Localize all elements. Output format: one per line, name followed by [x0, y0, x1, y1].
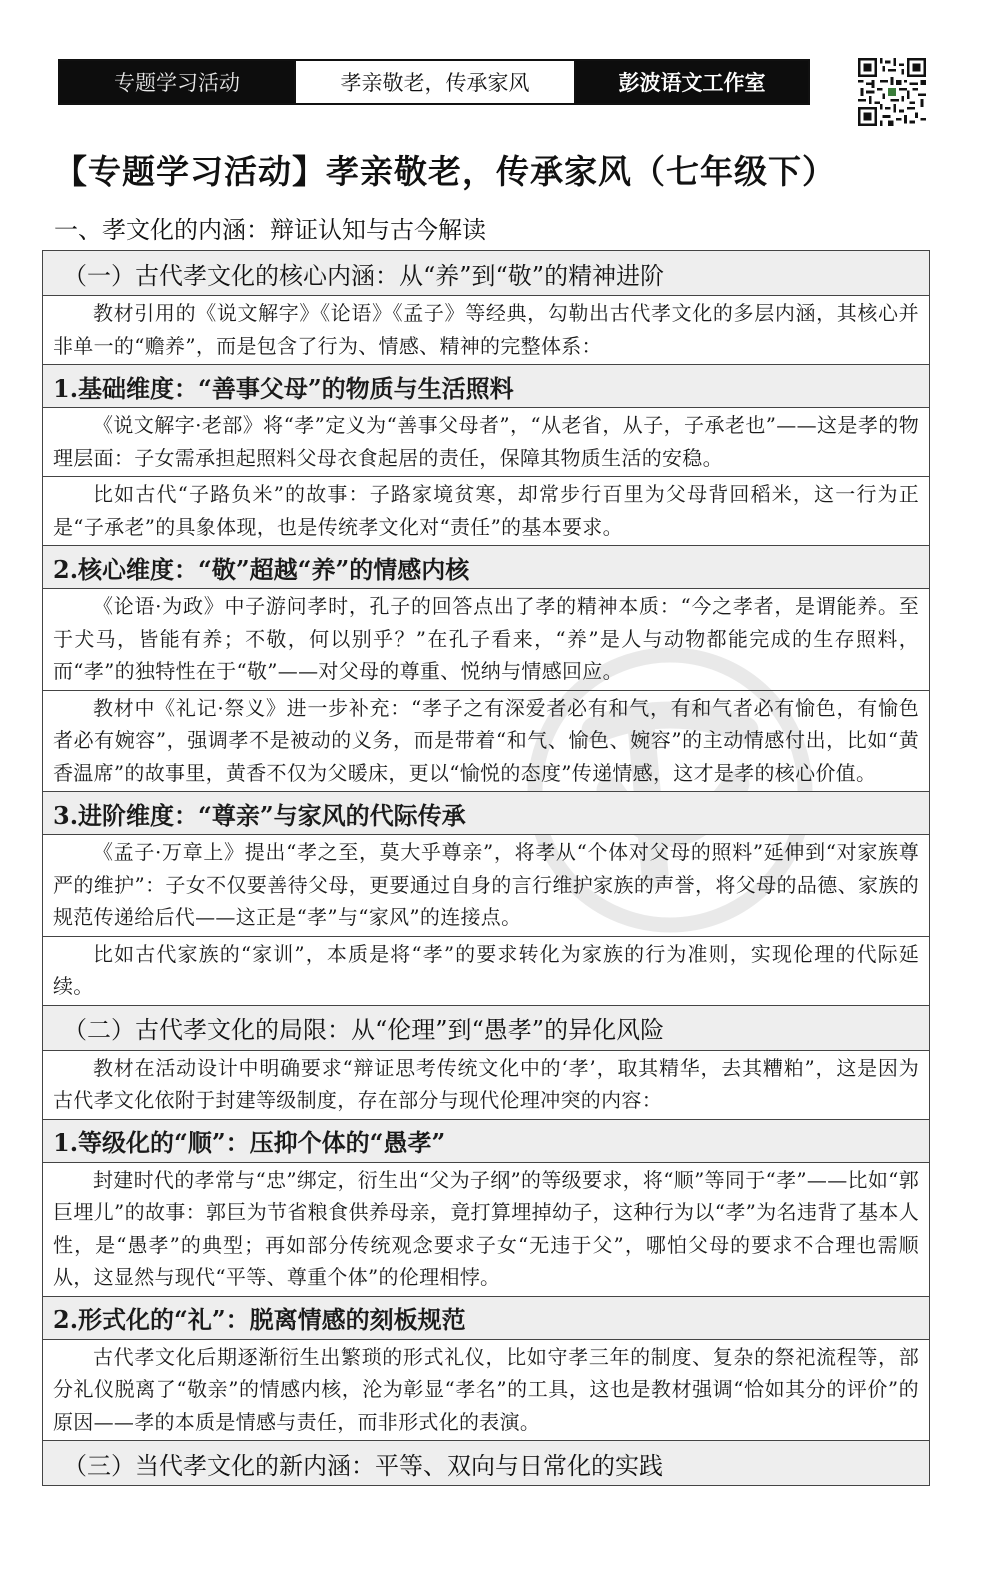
subheading-basic-dimension: 1.基础维度：“善事父母”的物质与生活照料: [43, 365, 929, 408]
paragraph-jiaxun: 比如古代家族的“家训”，本质是将“孝”的要求转化为家族的行为准则，实现伦理的代际延续。: [43, 937, 929, 1006]
header-left-label: 专题学习活动: [60, 61, 294, 103]
page-title: 【专题学习活动】孝亲敬老，传承家风（七年级下）: [54, 152, 836, 191]
paragraph-liji: 教材中《礼记·祭义》进一步补充：“孝子之有深爱者必有和气，有和气者必有愉色，有愉色者必有婉容”，强调孝不是被动的义务，而是带着“和气、愉色、婉容”的主动情感付出，比如“黄香温席”的故事里，黄香不仅为父暖床，更以“愉悦的态度”传递情感，这才是孝的核心价值。: [43, 691, 929, 793]
section-heading: 一、孝文化的内涵：辩证认知与古今解读: [54, 216, 486, 244]
qr-code-icon: [858, 58, 926, 126]
part-heading-1: （一）古代孝文化的核心内涵：从“养”到“敬”的精神进阶: [43, 251, 929, 296]
paragraph-rituals: 古代孝文化后期逐渐衍生出繁琐的形式礼仪，比如守孝三年的制度、复杂的祭祀流程等，部分礼仪脱离了“敬亲”的情感内核，沦为彰显“孝名”的工具，这也是教材强调“恰如其分的评价”的原因——孝的本质是情感与责任，而非形式化的表演。: [43, 1340, 929, 1442]
paragraph-guoju: 封建时代的孝常与“忠”绑定，衍生出“父为子纲”的等级要求，将“顺”等同于“孝”——比如“郭巨埋儿”的故事：郭巨为节省粮食供养母亲，竟打算埋掉幼子，这种行为以“孝”为名违背了基本人性，是“愚孝”的典型；再如部分传统观念要求子女“无违于父”，哪怕父母的要求不合理也需顺从，这显然与现代“平等、尊重个体”的伦理相悖。: [43, 1163, 929, 1297]
paragraph-lunyu: 《论语·为政》中子游问孝时，孔子的回答点出了孝的精神本质：“今之孝者，是谓能养。至于犬马，皆能有养；不敬，何以别乎？”在孔子看来，“养”是人与动物都能完成的生存照料，而“孝”的独特性在于“敬”——对父母的尊重、悦纳与情感回应。: [43, 589, 929, 691]
paragraph-zilu: 比如古代“子路负米”的故事：子路家境贫寒，却常步行百里为父母背回稻米，这一行为正是“子承老”的具象体现，也是传统孝文化对“责任”的基本要求。: [43, 477, 929, 546]
paragraph-mengzi: 《孟子·万章上》提出“孝之至，莫大乎尊亲”，将孝从“个体对父母的照料”延伸到“对家族尊严的维护”：子女不仅要善待父母，更要通过自身的言行维护家族的声誉，将父母的品德、家族的规范传递给后代——这正是“孝”与“家风”的连接点。: [43, 835, 929, 937]
paragraph-intro-2: 教材在活动设计中明确要求“辩证思考传统文化中的‘孝’，取其精华，去其糟粕”，这是因为古代孝文化依附于封建等级制度，存在部分与现代伦理冲突的内容：: [43, 1051, 929, 1120]
part-heading-2: （二）古代孝文化的局限：从“伦理”到“愚孝”的异化风险: [43, 1006, 929, 1051]
header-bar: [58, 59, 810, 105]
header-middle-label: 孝亲敬老，传承家风: [294, 61, 576, 103]
subheading-formalism: 2.形式化的“礼”：脱离情感的刻板规范: [43, 1297, 929, 1340]
subheading-hierarchy: 1.等级化的“顺”：压抑个体的“愚孝”: [43, 1120, 929, 1163]
subheading-advanced-dimension: 3.进阶维度：“尊亲”与家风的代际传承: [43, 792, 929, 835]
content-table: [42, 250, 930, 1486]
part-heading-3: （三）当代孝文化的新内涵：平等、双向与日常化的实践: [43, 1441, 929, 1486]
subheading-core-dimension: 2.核心维度：“敬”超越“养”的情感内核: [43, 546, 929, 589]
paragraph-intro-1: 教材引用的《说文解字》《论语》《孟子》等经典，勾勒出古代孝文化的多层内涵，其核心并非单一的“赡养”，而是包含了行为、情感、精神的完整体系：: [43, 296, 929, 365]
header-right-label: 彭波语文工作室: [576, 61, 808, 103]
paragraph-shuowen: 《说文解字·老部》将“孝”定义为“善事父母者”，“从老省，从子，子承老也”——这是孝的物理层面：子女需承担起照料父母衣食起居的责任，保障其物质生活的安稳。: [43, 408, 929, 477]
